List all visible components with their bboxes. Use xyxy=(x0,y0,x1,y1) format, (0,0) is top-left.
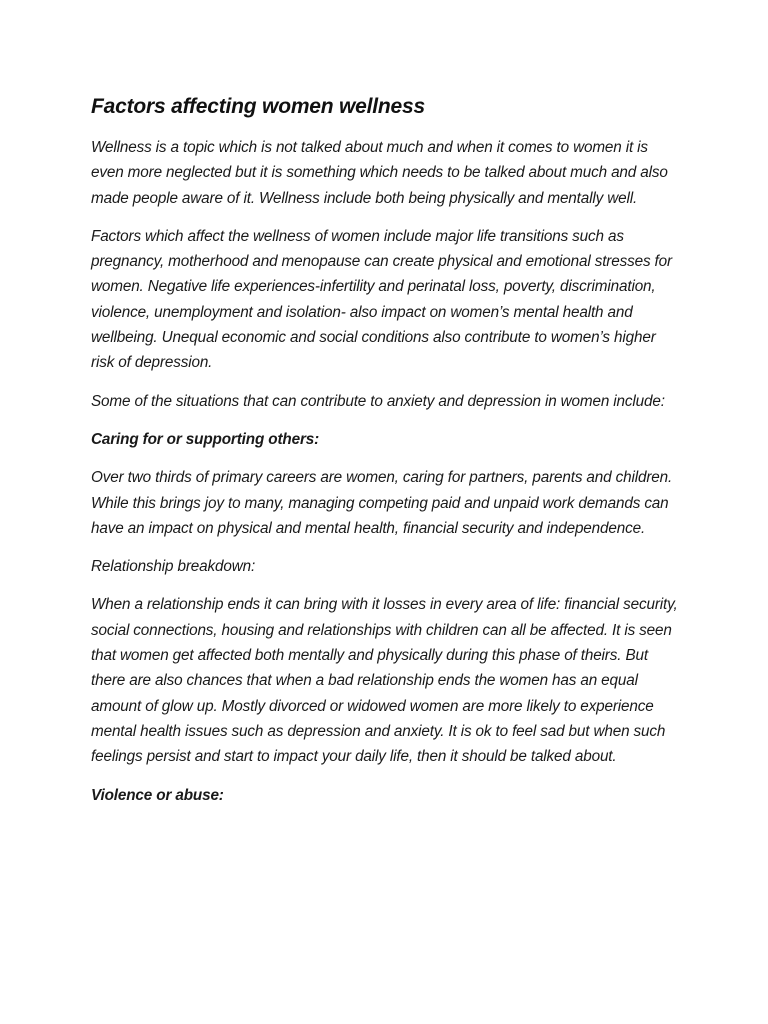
paragraph-situations: Some of the situations that can contribute to anxiety and depression in women include: xyxy=(91,392,665,410)
heading-relationship: Relationship breakdown: xyxy=(91,558,256,576)
paragraph-relationship: When a relationship ends it can bring with it losses in every area of life: financial security, social connections, housing and relationships with children can all be affected. It is seen that women get affected both mentally and physically during this phase of theirs. But there are also chances that when a bad relationship ends the women has an equal amount of glow up. Mostly divorced or widowed women are more likely to experience mental health issues such as depression and anxiety. It is ok to feel sad but when such feelings persist and start to impact your daily life, then it should be talked about. xyxy=(91,596,678,766)
paragraph-factors: Factors which affect the wellness of women include major life transitions such as pregnancy, motherhood and menopause can create physical and emotional stresses for women. Negative life experiences-infertility and perinatal loss, poverty, discrimination, violence, unemployment and isolation- also impact on women’s mental health and wellbeing. Unequal economic and social conditions also contribute to women’s higher risk of depression. xyxy=(91,227,672,372)
heading-caring: Caring for or supporting others: xyxy=(91,430,320,448)
paragraph-intro: Wellness is a topic which is not talked about much and when it comes to women it is even more neglected but it is something which needs to be talked about much and also made people aware of it. Wellness include both being physically and mentally well. xyxy=(91,139,668,207)
document-title: Factors affecting women wellness xyxy=(91,95,425,118)
paragraph-caring: Over two thirds of primary careers are women, caring for partners, parents and children. While this brings joy to many, managing competing paid and unpaid work demands can have an impact on physical and mental health, financial security and independence. xyxy=(91,469,673,537)
document-body xyxy=(91,93,681,821)
heading-violence: Violence or abuse: xyxy=(91,786,224,804)
